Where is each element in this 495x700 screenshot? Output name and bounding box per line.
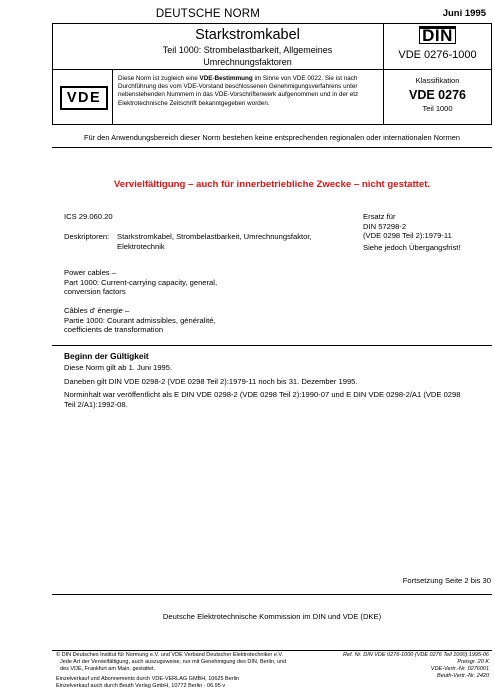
- footer-sales-line2: Einzelverkauf auch durch Beuth Verlag GmbH, 10772 Berlin · 06.95 v: [56, 683, 226, 689]
- validity-paragraph3-line1: Norminhalt war veröffentlicht als E DIN VDE 0298-2 (VDE 0298 Teil 2):1990-07 und E DIN VDE 0298-2/A1 (VDE 0298: [64, 390, 461, 400]
- french-title-line2: Partie 1000: Courant admissibles, généralité,: [64, 315, 216, 325]
- english-title-line2: Part 1000: Current-carrying capacity, general,: [64, 277, 218, 287]
- frame-right-rule: [491, 23, 492, 124]
- committee-name: Deutsche Elektrotechnische Kommission im DIN und VDE (DKE): [162, 612, 382, 621]
- replacement-vde: (VDE 0298 Teil 2):1979-11: [363, 231, 452, 241]
- classification-box: [384, 76, 491, 113]
- document-subtitle-line2: Umrechnungsfaktoren: [203, 56, 292, 67]
- french-title-line3: coefficients de transformation: [64, 325, 164, 335]
- vde-statement-bold: VDE-Bestimmung: [199, 75, 253, 82]
- frame-top-rule: [52, 23, 492, 24]
- footer-copyright-line2: Jede Art der Vervielfältigung, auch auszugsweise, nur mit Genehmigung des DIN, Berlin, und: [60, 659, 287, 665]
- vde-statement: [118, 75, 380, 108]
- validity-paragraph2: Daneben gilt DIN VDE 0298-2 (VDE 0298 Teil 2):1979-11 noch bis 31. Dezember 1995.: [64, 376, 358, 386]
- footer-price-group: Preisgr. 20 K: [457, 659, 489, 665]
- validity-body: [64, 363, 489, 409]
- frame-statement-bottom-rule: [52, 124, 492, 125]
- ics-code: ICS 29.060.20: [64, 212, 113, 221]
- vde-statement-pre: Diese Norm ist zugleich eine: [118, 75, 200, 82]
- footer-copyright-line3: des VDE, Frankfurt am Main, gestattet.: [60, 666, 156, 672]
- din-number-box: [384, 26, 491, 61]
- footer-beuth-sales-number: Beuth-Vertr.-Nr. 2420: [437, 673, 489, 679]
- header-bar: [52, 8, 492, 24]
- footer-vde-sales-number: VDE-Vertr.-Nr. 0276001: [430, 666, 489, 672]
- frame-left-rule: [52, 23, 53, 124]
- document-subtitle-line1: Teil 1000: Strombelastbarkeit, Allgemeines: [162, 45, 333, 55]
- vde-statement-post: im Sinne von VDE 0022. Sie ist nach Durchführung des vom VDE-Vorstand beschlossenen Genehmigungsverfahrens unter nebenstehenden Nummern in das VDE-Vorschriftenwerk aufgenommen und in der etz Elektrotechnische Zeitschrift bekanntgegeben worden.: [118, 75, 359, 107]
- french-title: [64, 306, 324, 335]
- din-logo-icon: DIN: [384, 26, 491, 46]
- din-document-number: VDE 0276-1000: [398, 49, 477, 61]
- descriptors-list: [117, 232, 347, 251]
- descriptors-line1: Starkstromkabel, Strombelastbarkeit, Umrechnungsfaktor,: [117, 232, 312, 241]
- scope-note: Für den Anwendungsbereich dieser Norm bestehen keine entsprechenden regionalen oder internationalen Normen: [84, 133, 460, 142]
- classification-part: Teil 1000: [422, 104, 453, 113]
- copy-warning: Vervielfältigung – auch für innerbetriebliche Zwecke – nicht gestattet.: [113, 179, 431, 190]
- replacement-block: [363, 212, 491, 252]
- validity-heading: Beginn der Gültigkeit: [64, 351, 149, 361]
- vde-logo-icon: VDE: [60, 86, 108, 110]
- continuation-note: Fortsetzung Seite 2 bis 30: [402, 576, 491, 585]
- english-title-line3: conversion factors: [64, 287, 126, 297]
- norm-type-label: DEUTSCHE NORM: [155, 8, 261, 20]
- descriptors-line2: Elektrotechnik: [117, 241, 165, 251]
- english-title: [64, 268, 324, 297]
- classification-label: Klassifikation: [415, 76, 460, 85]
- document-title: Starkstromkabel: [195, 27, 300, 43]
- footer-copyright: [56, 652, 316, 673]
- publication-date: Juni 1995: [442, 8, 486, 19]
- descriptors-label: Deskriptoren:: [64, 232, 110, 241]
- french-title-line1: Câbles d' énergie –: [64, 306, 130, 315]
- committee-top-rule: [52, 594, 492, 595]
- frame-vde-divider: [112, 69, 113, 124]
- footer-copyright-line1: © DIN Deutsches Institut für Normung e.V. und VDE Verband Deutscher Elektrotechniker e.V.: [56, 652, 284, 658]
- classification-code: VDE 0276: [409, 88, 466, 102]
- frame-title-bottom-rule: [52, 69, 492, 70]
- scope-rule: [52, 147, 492, 148]
- validity-paragraph3-line2: Teil 2/A1):1992-08.: [64, 399, 128, 409]
- validity-paragraph1: Diese Norm gilt ab 1. Juni 1995.: [64, 363, 173, 372]
- footer-top-rule: [52, 650, 492, 651]
- title-block: [112, 27, 383, 68]
- validity-top-rule: [52, 345, 492, 346]
- footer-sales: [56, 676, 316, 690]
- replacement-din: DIN 57298-2: [363, 221, 407, 231]
- footer-reference: [300, 652, 489, 680]
- transition-note: Siehe jedoch Übergangsfrist!: [363, 242, 461, 252]
- footer-sales-line1: Einzelverkauf und Abonnements durch VDE-VERLAG GMBH, 10625 Berlin: [56, 676, 240, 682]
- english-title-line1: Power cables –: [64, 268, 116, 277]
- footer-ref-number: Ref. Nr. DIN VDE 0276-1000 (VDE 0276 Teil 1000):1995-06: [342, 652, 489, 658]
- replacement-label: Ersatz für: [363, 212, 396, 221]
